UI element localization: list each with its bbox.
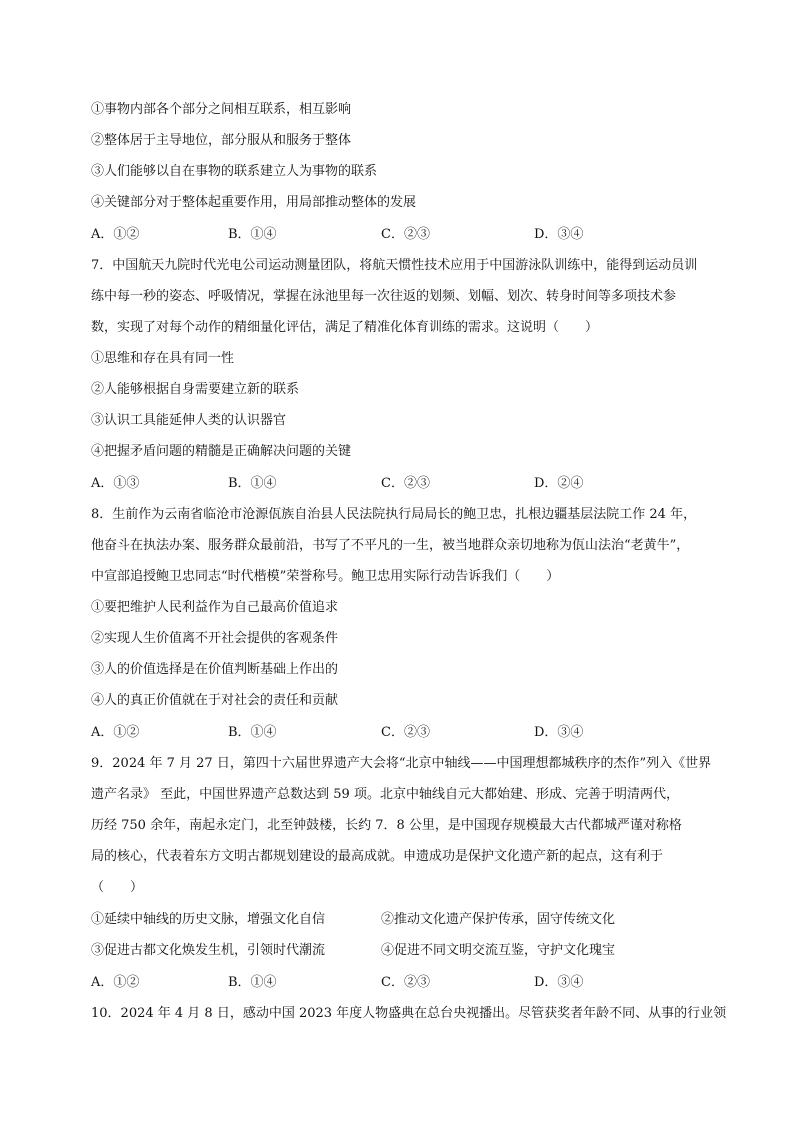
q7-stem-line-1: 7．中国航天九院时代光电公司运动测量团队，将航天惯性技术应用于中国游泳队训练中，能得到运动员训: [91, 258, 698, 273]
q7-option-d[interactable]: D．②④: [534, 476, 584, 491]
q6-item-3: ③人们能够以自在事物的联系建立人为事物的联系: [91, 164, 378, 179]
q6-option-a[interactable]: A．①②: [91, 227, 140, 242]
q7-item-3: ③认识工具能延伸人类的认识器官: [91, 413, 287, 428]
q8-option-d[interactable]: D．③④: [534, 725, 584, 740]
q6-option-b[interactable]: B．①④: [228, 227, 277, 242]
q7-option-b[interactable]: B．①④: [228, 476, 277, 491]
q7-option-a[interactable]: A．①③: [91, 476, 140, 491]
q10-stem-line-1: 10．2024 年 4 月 8 日，感动中国 2023 年度人物盛典在总台央视播出。尽管获奖者年龄不同、从事的行业领: [91, 1006, 727, 1021]
q9-stem-line-4: 局的核心，代表着东方文明古都规划建设的最高成就。申遗成功是保护文化遗产新的起点，这有利于: [91, 849, 664, 864]
q7-stem-line-3: 数，实现了对每个动作的精细量化评估，满足了精准化体育训练的需求。这说明（ ）: [91, 320, 599, 335]
q9-stem-line-2: 遗产名录》 至此，中国世界遗产总数达到 59 项。北京中轴线自元大都始建、形成、完善于明清两代，: [91, 787, 679, 802]
q8-options: [91, 724, 691, 742]
q8-item-4: ④人的真正价值就在于对社会的责任和贡献: [91, 693, 339, 708]
q9-option-b[interactable]: B．①④: [228, 975, 277, 990]
q9-stem-line-5: （ ）: [91, 880, 144, 895]
q9-item-1: ①延续中轴线的历史文脉，增强文化自信: [91, 912, 326, 927]
q8-option-a[interactable]: A．①②: [91, 725, 140, 740]
q7-item-2: ②人能够根据自身需要建立新的联系: [91, 382, 300, 397]
q6-item-2: ②整体居于主导地位，部分服从和服务于整体: [91, 133, 352, 148]
q7-options: [91, 475, 691, 493]
q9-items-row-2: [91, 942, 731, 960]
q7-option-c[interactable]: C．②③: [381, 476, 430, 491]
q8-stem-line-3: 中宣部追授鲍卫忠同志“时代楷模”荣誉称号。鲍卫忠用实际行动告诉我们（ ）: [91, 569, 560, 584]
q9-item-3: ③促进古都文化焕发生机，引领时代潮流: [91, 943, 326, 958]
q8-item-2: ②实现人生价值离不开社会提供的客观条件: [91, 631, 339, 646]
q8-item-1: ①要把维护人民利益作为自己最高价值追求: [91, 600, 339, 615]
q9-item-2: ②推动文化遗产保护传承，固守传统文化: [381, 912, 616, 927]
q6-item-1: ①事物内部各个部分之间相互联系，相互影响: [91, 102, 352, 117]
q6-option-d[interactable]: D．③④: [534, 227, 584, 242]
q6-options: [91, 226, 691, 244]
q6-item-4: ④关键部分对于整体起重要作用，用局部推动整体的发展: [91, 195, 417, 210]
q8-stem-line-2: 他奋斗在执法办案、服务群众最前沿，书写了不平凡的一生，被当地群众亲切地称为佤山法治“老黄牛”，: [91, 538, 690, 553]
q8-option-b[interactable]: B．①④: [228, 725, 277, 740]
q7-item-1: ①思维和存在具有同一性: [91, 351, 235, 366]
q9-stem-line-3: 历经 750 余年，南起永定门，北至钟鼓楼，长约 7．8 公里，是中国现存规模最大古代都城严谨对称格: [91, 818, 682, 833]
q8-item-3: ③人的价值选择是在价值判断基础上作出的: [91, 662, 339, 677]
q8-stem-line-1: 8．生前作为云南省临沧市沧源佤族自治县人民法院执行局局长的鲍卫忠，扎根边疆基层法院工作 24 年，: [91, 507, 697, 522]
q7-stem-line-2: 练中每一秒的姿态、呼吸情况，掌握在泳池里每一次往返的划频、划幅、划次、转身时间等多项技术参: [91, 289, 677, 304]
q9-stem-line-1: 9．2024 年 7 月 27 日，第四十六届世界遗产大会将“北京中轴线——中国理想都城秩序的杰作”列入《世界: [91, 756, 712, 771]
q9-item-4: ④促进不同文明交流互鉴，守护文化瑰宝: [381, 943, 616, 958]
q9-options: [91, 974, 691, 992]
q9-option-d[interactable]: D．③④: [534, 975, 584, 990]
q8-option-c[interactable]: C．②③: [381, 725, 430, 740]
q6-option-c[interactable]: C．②③: [381, 227, 430, 242]
q9-items-row-1: [91, 911, 731, 929]
q7-item-4: ④把握矛盾问题的精髓是正确解决问题的关键: [91, 444, 352, 459]
q9-option-c[interactable]: C．②③: [381, 975, 430, 990]
q9-option-a[interactable]: A．①②: [91, 975, 140, 990]
